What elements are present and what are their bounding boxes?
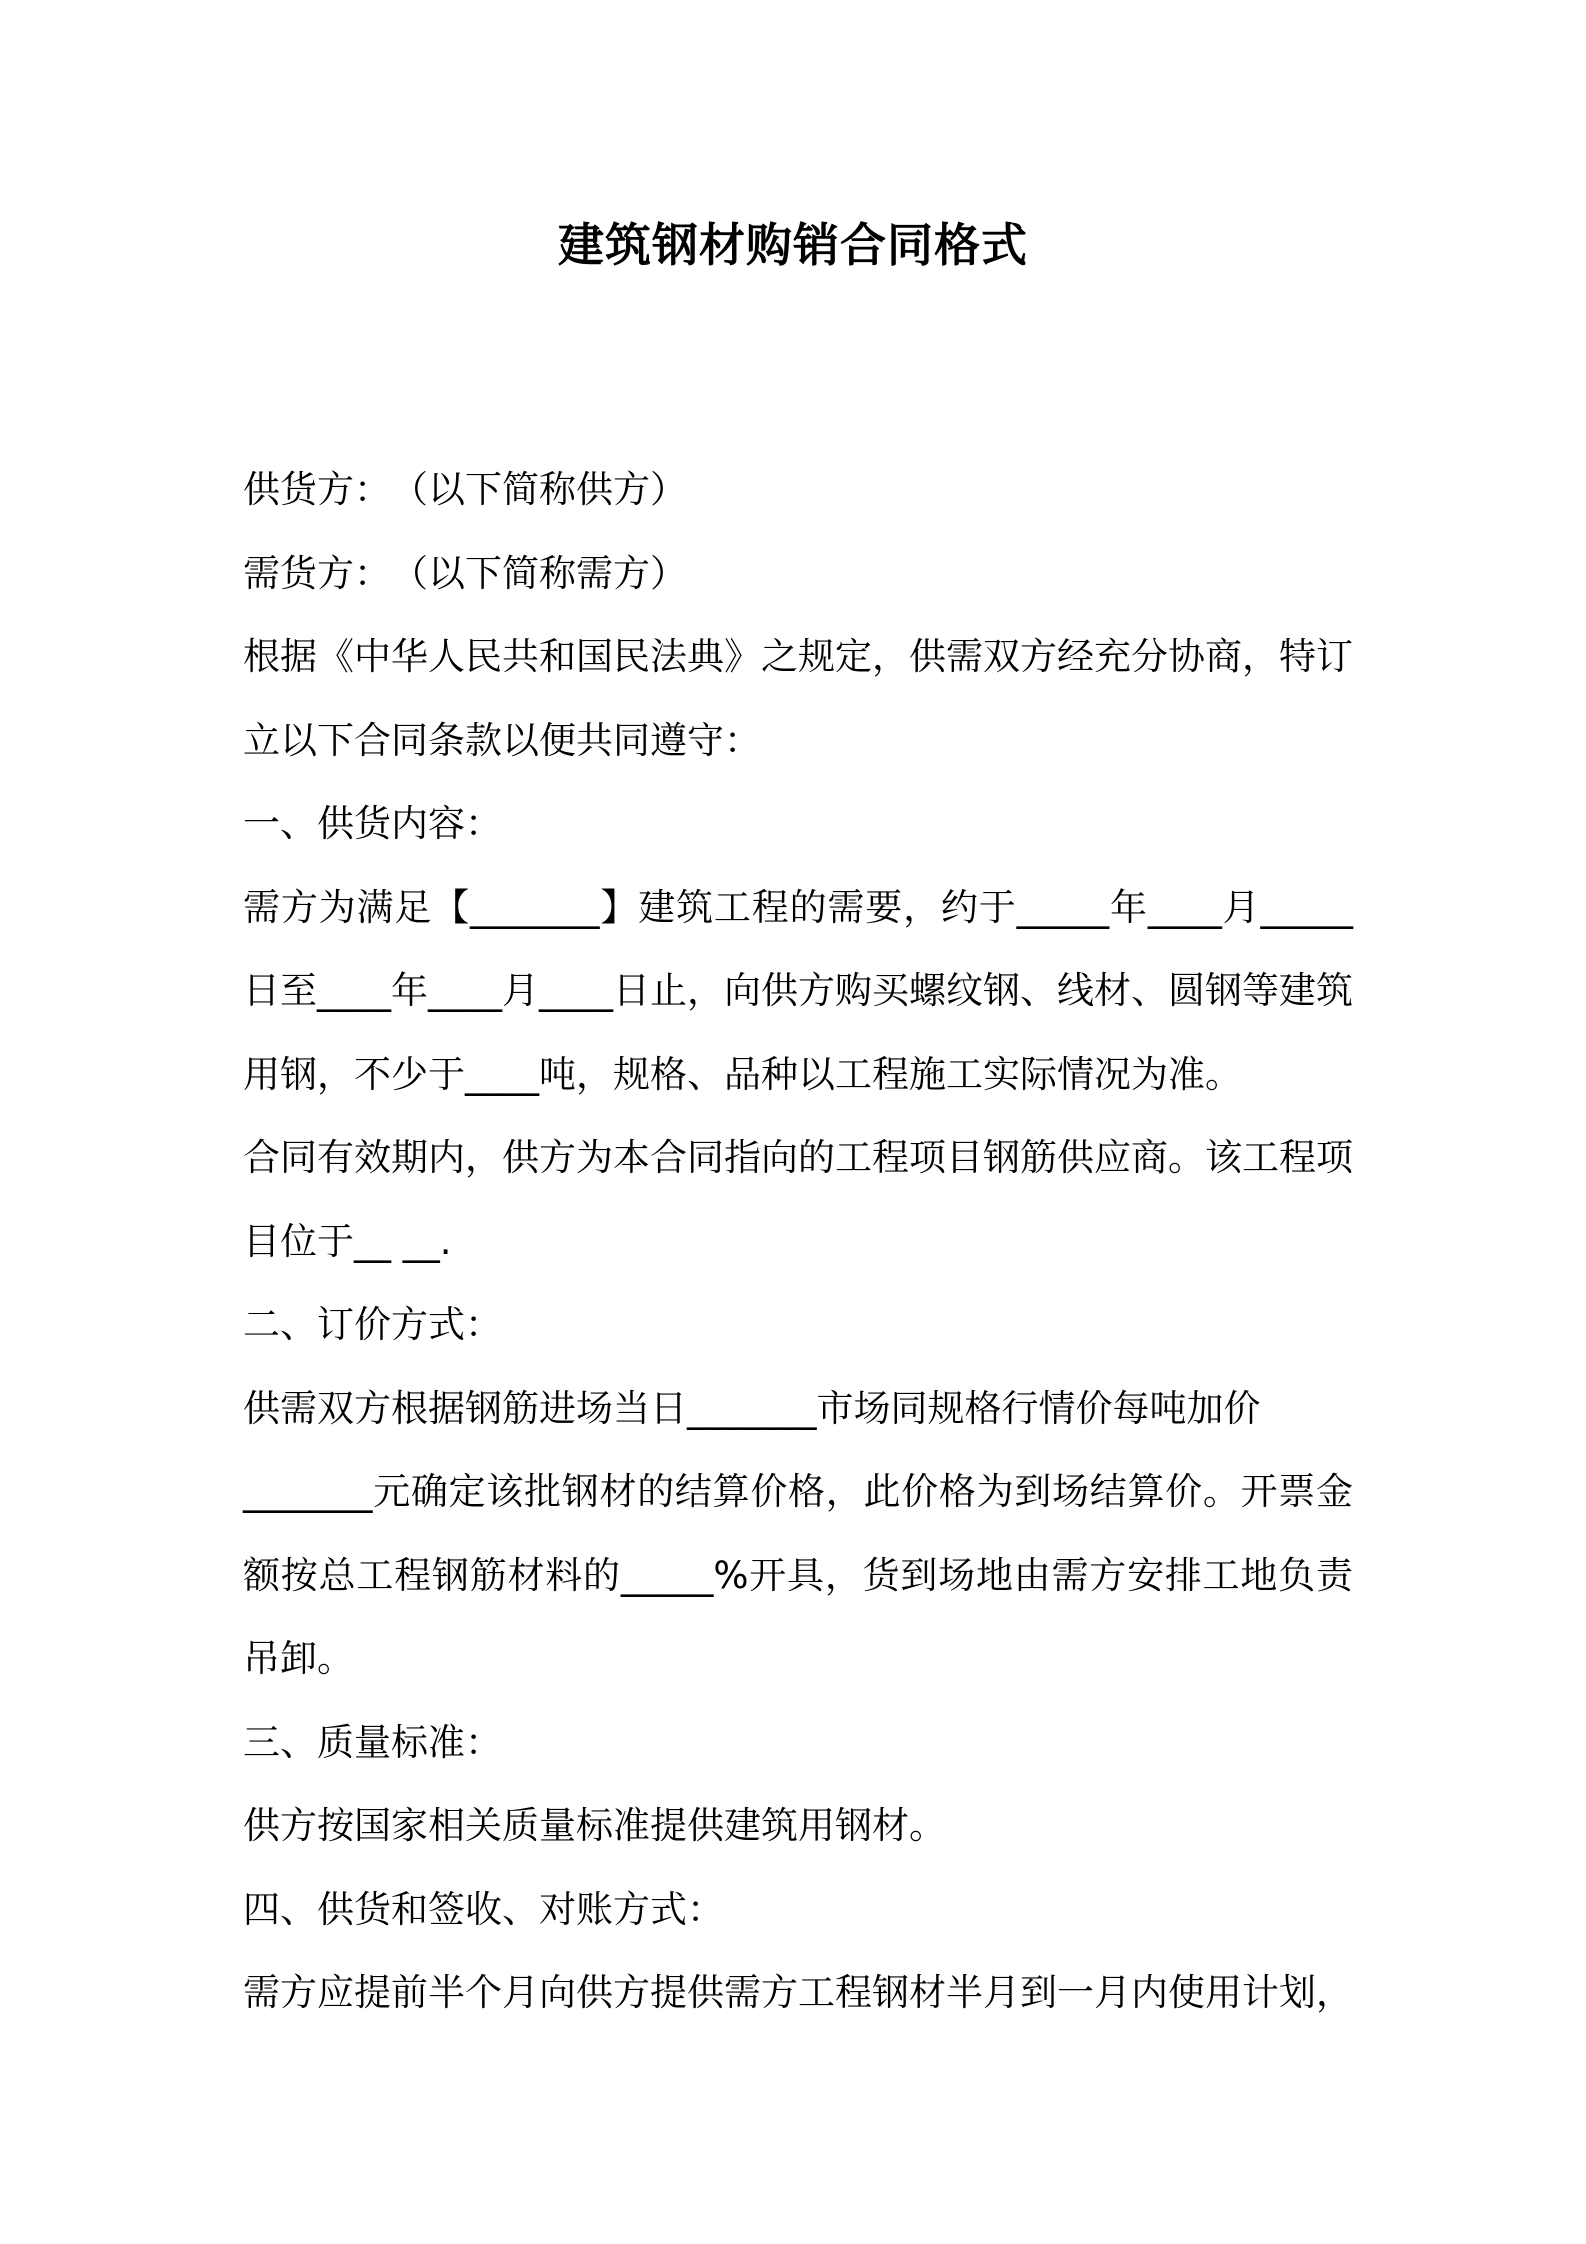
buyer-line: 需货方： （以下简称需方） [243, 551, 687, 595]
delivery-paragraph: 需方应提前半个月向供方提供需方工程钢材半月到一月内使用计划， [243, 1971, 1353, 2014]
section-heading-pricing: 二、订价方式： [243, 1303, 502, 1346]
section-heading-quality: 三、质量标准： [243, 1720, 502, 1764]
supplier-status-paragraph: 合同有效期内，供方为本合同指向的工程项目钢筋供应商。该工程项目位于__ __. [243, 1136, 1353, 1263]
section-heading-delivery: 四、供货和签收、对账方式： [243, 1887, 724, 1931]
supply-content-paragraph: 需方为满足【_______】建筑工程的需要，约于_____年____月_____日至____年____月____日止，向供方购买螺纹钢、线材、圆钢等建筑用钢，不少于____吨，规格、品种以工程施工实际情况为准。 [243, 885, 1353, 1096]
pricing-paragraph-continued: _______元确定该批钢材的结算价格，此价格为到场结算价。开票金额按总工程钢筋材料的_____%开具，货到场地由需方安排工地负责吊卸。 [243, 1470, 1353, 1680]
document-title: 建筑钢材购销合同格式 [558, 218, 1028, 272]
supplier-line: 供货方： （以下简称供方） [243, 468, 687, 511]
pricing-paragraph-line-1: 供需双方根据钢筋进场当日_______市场同规格行情价每吨加价 [243, 1386, 1261, 1430]
preamble-paragraph: 根据《中华人民共和国民法典》之规定，供需双方经充分协商，特订立以下合同条款以便共同遵守： [243, 635, 1353, 762]
section-heading-supply-content: 一、供货内容： [243, 802, 502, 845]
quality-paragraph: 供方按国家相关质量标准提供建筑用钢材。 [243, 1804, 946, 1847]
document-body [243, 448, 1353, 2035]
